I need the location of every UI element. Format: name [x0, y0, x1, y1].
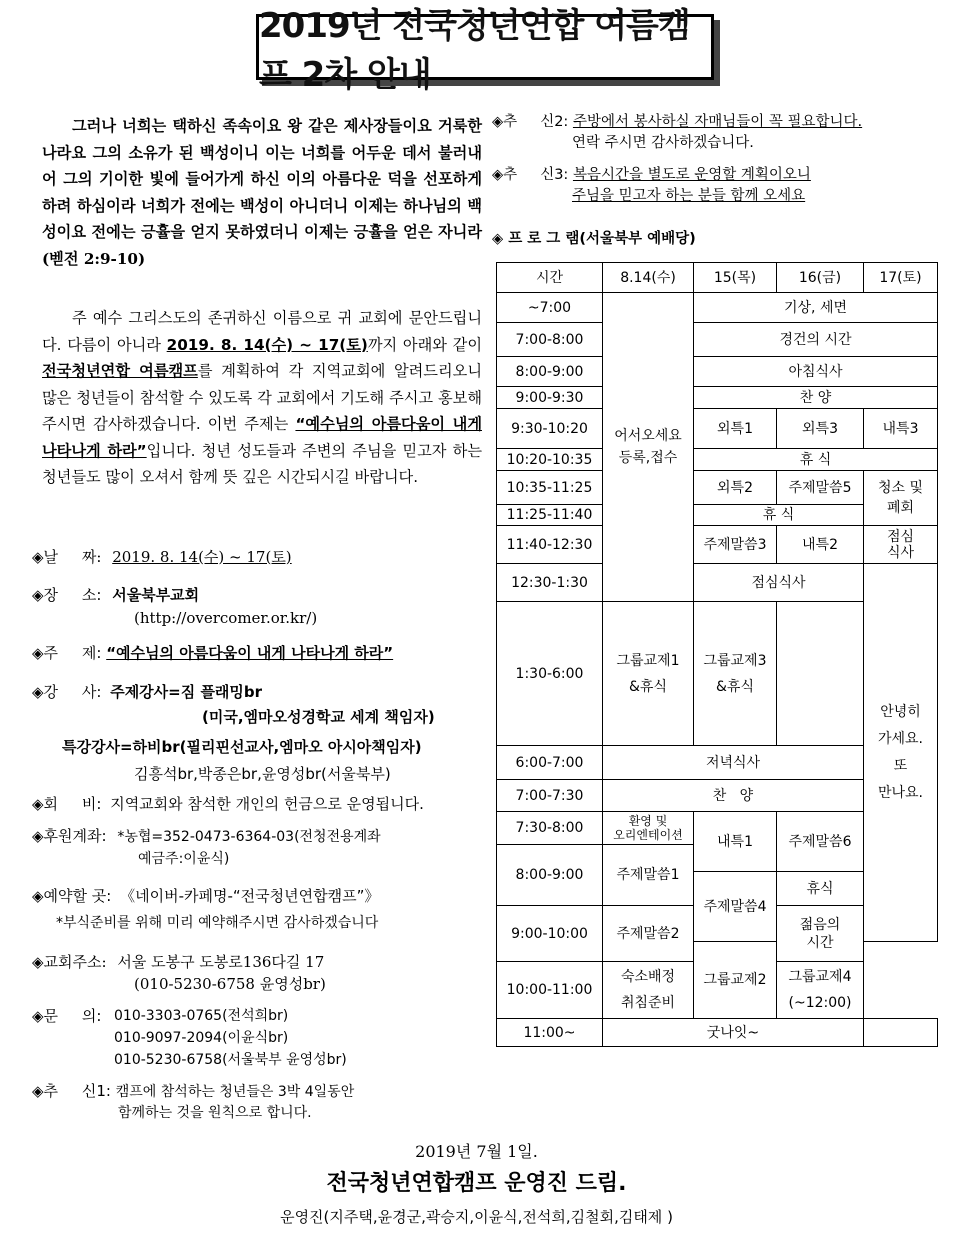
reserve-note: *부식준비를 위해 미리 예약해주시면 감사하겠습니다: [56, 915, 379, 931]
reserve-value[interactable]: 《네이버-카페명-“전국청년연합캠프”》: [120, 887, 380, 905]
time-cell: 9:00-10:00: [497, 906, 603, 962]
header-wed: 8.14(수): [603, 263, 694, 293]
wakeup-cell: 기상, 세면: [694, 293, 938, 323]
table-row: [497, 526, 938, 564]
thu-session-cell: 주제말씀3: [694, 526, 777, 564]
address-row: [32, 951, 324, 973]
greeting-text-b: 까지 아래와 같이: [367, 335, 482, 354]
time-cell: 9:30-10:20: [497, 409, 603, 449]
table-row: [497, 449, 938, 471]
praise-cell: 찬 양: [694, 387, 938, 409]
thu-session-cell: 외특1: [694, 409, 777, 449]
account-label: ◈후원계좌:: [32, 827, 107, 845]
devotion-cell: 경건의 시간: [694, 323, 938, 357]
header-time: 시간: [497, 263, 603, 293]
fri-session-cell: 그룹교제3 &휴식: [694, 602, 777, 746]
wed-morning-cell: 어서오세요 등록,접수: [603, 293, 694, 602]
fri-session-cell: 주제말씀6: [777, 812, 864, 872]
table-row: [497, 564, 938, 602]
ps2-label: ◈추 신2:: [492, 114, 569, 130]
break-cell: 휴 식: [694, 449, 938, 471]
thu-session-cell: 내특1: [694, 812, 777, 872]
ps1-line2: 함께하는 것을 원칙으로 합니다.: [118, 1105, 312, 1121]
contact-row: [32, 1005, 101, 1027]
account-row: [32, 825, 381, 848]
schedule-table: [496, 262, 938, 1047]
ps1-label: ◈추 신1:: [32, 1082, 111, 1100]
footer-date: 2019년 7월 1일.: [415, 1142, 538, 1161]
fee-value: 지역교회와 참석한 개인의 헌금으로 운영됩니다.: [110, 795, 424, 813]
time-cell: 10:35-11:25: [497, 471, 603, 505]
theme-label: ◈주 제:: [32, 644, 102, 662]
fri-session-cell: 주제말씀5: [777, 471, 864, 505]
wed-session-cell: 주제말씀1: [603, 845, 694, 906]
empty-cell: [864, 1019, 938, 1047]
time-cell: ~7:00: [497, 293, 603, 323]
address-label: ◈교회주소:: [32, 953, 107, 971]
lunch-cell: 점심식사: [694, 564, 864, 602]
fri-session-cell: 내특2: [777, 526, 864, 564]
place-url[interactable]: (http://overcomer.or.kr/): [134, 609, 318, 627]
ps1-line1: 캠프에 참석하는 청년들은 3박 4일동안: [115, 1084, 355, 1100]
intro-verse: 그러나 너희는 택하신 족속이요 왕 같은 제사장들이요 거룩한 나라요 그의 소유가 된 백성이니 이는 너희를 어두운 데서 불러내어 그의 기이한 빛에 들어가게 하신 이의 아름다운 덕을 선포하게 하려 하심이라 너희가 전에는 백성이 아니더니 이제는 하나님의 백성이요 전에는 긍휼을 얻지 못하였더니 이제는 긍휼을 얻은 자니라(벧전 2:9-10): [42, 117, 482, 268]
sat-farewell-cell: 안녕히 가세요. 또 만나요.: [864, 564, 938, 942]
time-cell: 7:30-8:00: [497, 812, 603, 845]
ps1-row: [32, 1080, 354, 1103]
place-value: 서울북부교회: [112, 586, 200, 604]
account-value: *농협=352-0473-6364-03(전청전용계좌: [117, 829, 381, 845]
break-cell: 휴 식: [694, 505, 864, 526]
time-cell: 9:00-9:30: [497, 387, 603, 409]
contact-label: ◈문 의:: [32, 1007, 102, 1025]
date-label: ◈날 짜:: [32, 548, 102, 566]
date-row: [32, 546, 292, 568]
ps3-row: [492, 165, 811, 185]
reserve-row: [32, 885, 379, 907]
time-cell: 7:00-8:00: [497, 323, 603, 357]
sat-closing-cell: 청소 및 폐회: [864, 471, 938, 526]
fri-session-cell: 휴식: [777, 872, 864, 906]
page-title: 2019년 전국청년연합 여름캠프 2차 안내: [259, 6, 690, 95]
time-cell: 10:00-11:00: [497, 962, 603, 1019]
time-cell: 11:40-12:30: [497, 526, 603, 564]
table-row: [497, 357, 938, 387]
ps3-line2: 주님을 믿고자 하는 분들 함께 오세요: [572, 188, 806, 204]
thu-session-cell: 주제말씀4: [694, 872, 777, 942]
account-holder: 예금주:이윤식): [138, 851, 230, 867]
header-fri: 16(금): [777, 263, 864, 293]
fri-session-cell: 그룹교제4 (~12:00): [777, 962, 864, 1019]
program-heading: ◈ 프 로 그 램(서울북부 예배당): [492, 231, 696, 247]
special-speaker: 특강강사=하비br(필리핀선교사,엠마오 아시아책임자): [62, 738, 422, 756]
theme-value: “예수님의 아름다움이 내게 나타나게 하라”: [106, 644, 394, 662]
time-cell: 6:00-7:00: [497, 746, 603, 780]
other-speakers: 김흥석br,박종은br,윤영성br(서울북부): [134, 765, 391, 783]
wed-session-cell: 주제말씀2: [603, 906, 694, 962]
footer-staff: 운영진(지주택,윤경군,곽승지,이윤식,전석희,김철회,김태제 ): [280, 1208, 673, 1226]
ps2-row: [492, 112, 862, 132]
greeting-theme: “예수님의 아름다움이 내게 나타나게 하라”: [42, 415, 482, 460]
header-thu: 15(목): [694, 263, 777, 293]
place-label: ◈장 소:: [32, 586, 102, 604]
wed-session-cell: 숙소배정 취침준비: [603, 962, 694, 1019]
speaker-note: (미국,엠마오성경학교 세계 책임자): [202, 708, 435, 726]
ps3-label: ◈추 신3:: [492, 167, 569, 183]
table-row: [497, 323, 938, 357]
header-sat: 17(토): [864, 263, 938, 293]
greeting-text-a: 주 예수 그리스도의 존귀하신 이름으로 귀 교회에 문안드립니다. 다름이 아니라: [42, 309, 482, 354]
sat-session-cell: 내특3: [864, 409, 938, 449]
fri-session-cell: 외특3: [777, 409, 864, 449]
speaker-row: [32, 681, 262, 703]
table-header-row: [497, 263, 938, 293]
goodnight-cell: 굿나잇~: [603, 1019, 864, 1047]
table-row: [497, 471, 938, 505]
greeting-text-c: 를 계획하여 각 지역교회에 알려드리오니 많은 청년들이 참석할 수 있도록 각 교회에서 기도해 주시고 홍보해 주시면 감사하겠습니다. 이번 주제는: [42, 362, 482, 433]
time-cell: 8:00-9:00: [497, 845, 603, 906]
place-row: [32, 584, 199, 606]
speaker-value: 주제강사=짐 플래밍br: [110, 683, 263, 701]
table-row: [497, 409, 938, 449]
time-cell: 7:00-7:30: [497, 780, 603, 812]
breakfast-cell: 아침식사: [694, 357, 938, 387]
table-row: [497, 293, 938, 323]
thu-session-cell: 외특2: [694, 471, 777, 505]
greeting-paragraph: [42, 305, 482, 491]
time-cell: 1:30-6:00: [497, 602, 603, 746]
address-phone: (010-5230-6758 윤영성br): [134, 975, 326, 993]
wed-session-cell: 환영 및 오리엔테이션: [603, 812, 694, 845]
footer-signature: 전국청년연합캠프 운영진 드림.: [326, 1171, 627, 1196]
ps2-line2: 연락 주시면 감사하겠습니다.: [572, 135, 754, 151]
time-cell: 11:00~: [497, 1019, 603, 1047]
greeting-date: 2019. 8. 14(수) ~ 17(토): [166, 335, 368, 354]
praise-cell: 찬 양: [603, 780, 864, 812]
time-cell: 12:30-1:30: [497, 564, 603, 602]
theme-row: [32, 642, 393, 664]
contact-item: 010-5230-6758(서울북부 윤영성br): [114, 1052, 347, 1068]
dinner-cell: 저녁식사: [603, 746, 864, 780]
time-cell: 8:00-9:00: [497, 357, 603, 387]
thu-session-cell: 그룹교제1 &휴식: [603, 602, 694, 746]
sat-lunch-cell: 점심 식사: [864, 526, 938, 564]
fri-session-cell: 젊음의 시간: [777, 906, 864, 962]
greeting-text-d: 입니다. 청년 성도들과 주변의 주님을 믿고자 하는 청년들도 많이 오셔서 함께 뜻 깊은 시간되시길 바랍니다.: [42, 441, 483, 486]
address-value: 서울 도봉구 도봉로136다길 17: [117, 953, 325, 971]
ps2-line1: 주방에서 봉사하실 자매님들이 꼭 필요합니다.: [572, 114, 863, 130]
contact-item: 010-9097-2094(이윤식br): [114, 1030, 289, 1046]
contact-list: [114, 1005, 347, 1071]
speaker-label: ◈강 사:: [32, 683, 102, 701]
greeting-camp-name: 전국청년연합 여름캠프: [42, 362, 198, 380]
fee-label: ◈회 비:: [32, 795, 102, 813]
contact-item: 010-3303-0765(전석희br): [114, 1008, 289, 1024]
table-row: [497, 387, 938, 409]
ps3-line1: 복음시간을 별도로 운영할 계획이오니: [572, 167, 811, 183]
time-cell: 11:25-11:40: [497, 505, 603, 526]
fee-row: [32, 793, 424, 815]
time-cell: 10:20-10:35: [497, 449, 603, 471]
table-row: [497, 1019, 938, 1047]
reserve-label: ◈예약할 곳:: [32, 887, 112, 905]
date-value: 2019. 8. 14(수) ~ 17(토): [112, 548, 292, 566]
thu-session-cell: 그룹교제2: [694, 942, 777, 1019]
page-title-box: [256, 6, 714, 95]
